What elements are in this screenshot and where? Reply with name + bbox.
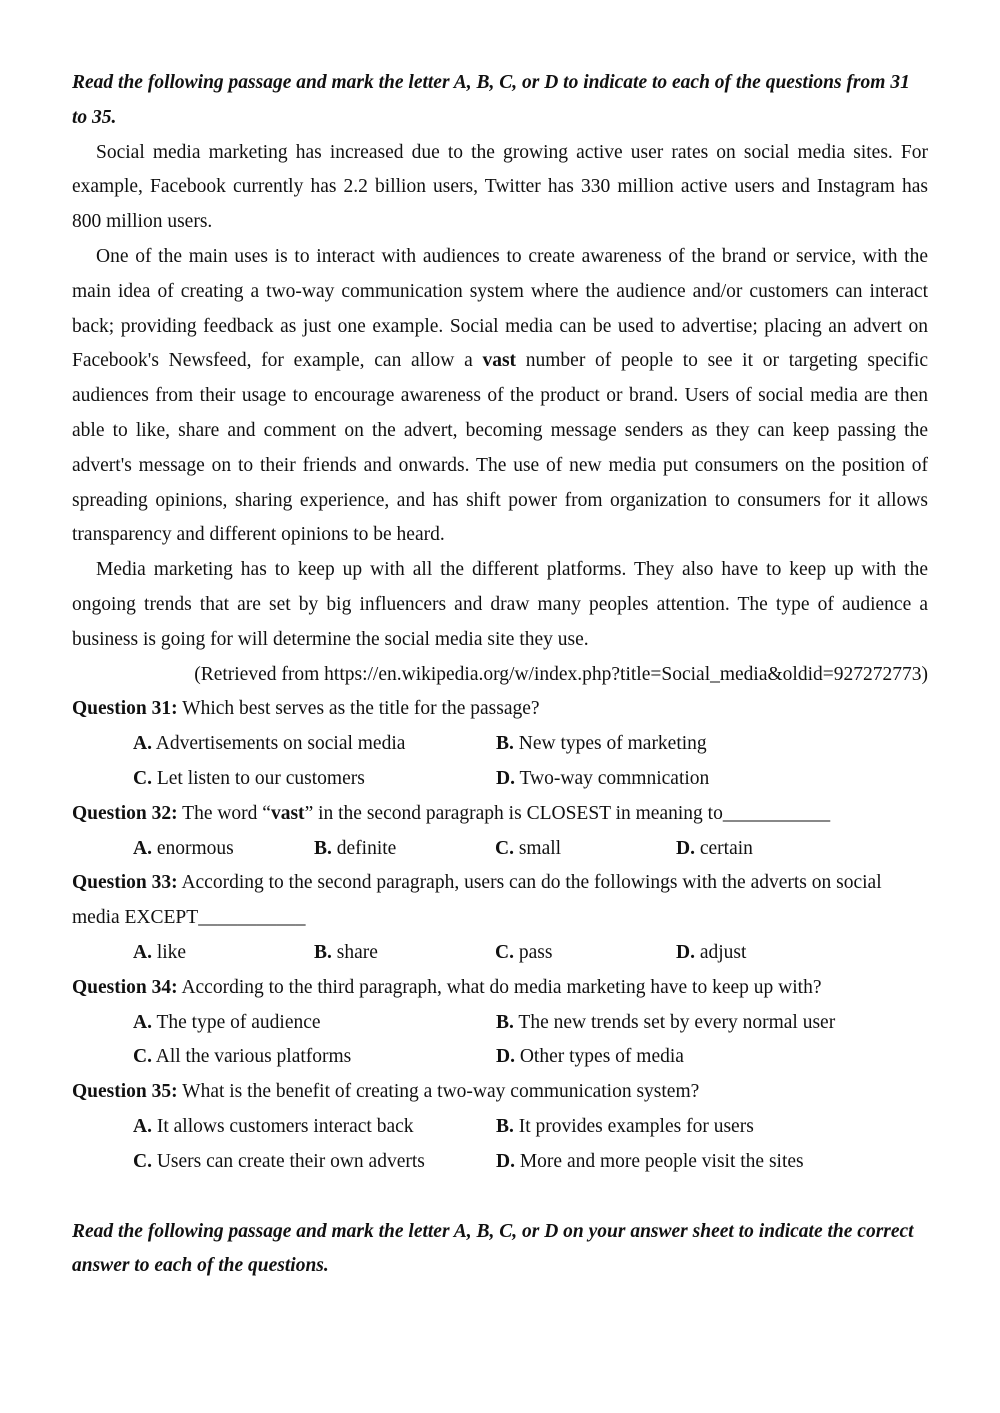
option-d[interactable] bbox=[496, 1145, 859, 1180]
option-text: It allows customers interact back bbox=[151, 1115, 414, 1137]
question-33 bbox=[72, 866, 928, 936]
worksheet-content bbox=[72, 66, 928, 1284]
question-text: What is the benefit of creating a two-way communication system? bbox=[177, 1081, 700, 1103]
option-text: Advertisements on social media bbox=[151, 733, 406, 755]
option-text: Two-way commnication bbox=[514, 767, 710, 789]
option-c[interactable] bbox=[495, 832, 676, 867]
option-letter: A. bbox=[133, 837, 152, 859]
option-letter: D. bbox=[496, 1046, 515, 1068]
option-d[interactable] bbox=[496, 762, 859, 797]
passage-source: (Retrieved from https://en.wikipedia.org/w/index.php?title=Social_media&oldid=927272773) bbox=[194, 663, 928, 685]
option-b[interactable] bbox=[496, 1110, 859, 1145]
option-b[interactable] bbox=[496, 727, 859, 762]
passage-paragraph-3: Media marketing has to keep up with all the different platforms. They also have to keep up with the ongoing trends that are set by big influencers and draw many peoples attention. The type of audience a business is going for will determine the social media site they use. bbox=[72, 559, 928, 650]
option-text: enormous bbox=[151, 837, 234, 859]
option-text: certain bbox=[694, 837, 753, 859]
option-letter: C. bbox=[495, 941, 514, 963]
option-letter: A. bbox=[133, 733, 152, 755]
option-letter: B. bbox=[496, 733, 514, 755]
next-section-instruction: Read the following passage and mark the letter A, B, C, or D on your answer sheet to indicate the correct answer to each of the questions. bbox=[72, 1220, 914, 1277]
option-a[interactable] bbox=[133, 1110, 496, 1145]
option-letter: B. bbox=[496, 1011, 514, 1033]
option-letter: D. bbox=[676, 941, 695, 963]
option-b[interactable] bbox=[496, 1006, 859, 1041]
option-letter: C. bbox=[133, 1150, 152, 1172]
options-row bbox=[72, 727, 928, 762]
option-c[interactable] bbox=[133, 1040, 496, 1075]
option-text: It provides examples for users bbox=[513, 1115, 754, 1137]
options-row bbox=[72, 762, 928, 797]
question-35 bbox=[72, 1075, 928, 1110]
question-text: According to the second paragraph, users can do the followings with the adverts on social media EXCEPT___________ bbox=[72, 872, 882, 929]
option-text: small bbox=[513, 837, 562, 859]
option-text: All the various platforms bbox=[151, 1046, 352, 1068]
options-row bbox=[72, 1145, 928, 1180]
question-text: The word “ bbox=[177, 802, 271, 824]
option-letter: A. bbox=[133, 941, 152, 963]
options-row bbox=[72, 832, 928, 867]
option-text: More and more people visit the sites bbox=[514, 1150, 804, 1172]
option-letter: D. bbox=[496, 767, 515, 789]
question-label: Question 33: bbox=[72, 872, 178, 894]
options-row bbox=[72, 936, 928, 971]
paragraph-text: One of the main uses is to interact with audiences to create awareness of the brand or service, with the main idea of creating a two-way communication system where the audience and/or customers can interact back; providing feedback as just one example. Social media can be used to advertise; placing an advert on Facebook's Newsfeed, for example, can allow a bbox=[72, 245, 928, 372]
option-letter: A. bbox=[133, 1011, 152, 1033]
options-row bbox=[72, 1040, 928, 1075]
option-letter: C. bbox=[133, 767, 152, 789]
option-letter: D. bbox=[676, 837, 695, 859]
option-letter: B. bbox=[496, 1115, 514, 1137]
option-d[interactable] bbox=[496, 1040, 859, 1075]
option-b[interactable] bbox=[314, 936, 495, 971]
option-b[interactable] bbox=[314, 832, 495, 867]
passage-paragraph-2 bbox=[72, 240, 928, 553]
question-text: According to the third paragraph, what do media marketing have to keep up with? bbox=[177, 976, 822, 998]
option-c[interactable] bbox=[133, 1145, 496, 1180]
spacer bbox=[72, 1180, 928, 1215]
option-text: The type of audience bbox=[151, 1011, 321, 1033]
question-34 bbox=[72, 971, 928, 1006]
highlighted-word: vast bbox=[482, 350, 517, 372]
option-text: share bbox=[331, 941, 378, 963]
option-text: Other types of media bbox=[514, 1046, 684, 1068]
question-keyword: vast bbox=[270, 802, 305, 824]
question-label: Question 35: bbox=[72, 1081, 178, 1103]
option-letter: B. bbox=[314, 941, 332, 963]
option-a[interactable] bbox=[133, 1006, 496, 1041]
option-d[interactable] bbox=[676, 832, 857, 867]
option-a[interactable] bbox=[133, 832, 314, 867]
question-label: Question 34: bbox=[72, 976, 178, 998]
question-31 bbox=[72, 692, 928, 727]
option-text: Users can create their own adverts bbox=[151, 1150, 425, 1172]
option-letter: A. bbox=[133, 1115, 152, 1137]
passage-paragraph-1: Social media marketing has increased due to the growing active user rates on social media sites. For example, Facebook currently has 2.2 billion users, Twitter has 330 million active users and Instagram has 800 million users. bbox=[72, 141, 928, 233]
options-row bbox=[72, 1006, 928, 1041]
option-letter: C. bbox=[133, 1046, 152, 1068]
question-label: Question 31: bbox=[72, 698, 178, 720]
options-row bbox=[72, 1110, 928, 1145]
option-letter: B. bbox=[314, 837, 332, 859]
question-text: ” in the second paragraph is CLOSEST in meaning to___________ bbox=[304, 802, 831, 824]
option-text: pass bbox=[513, 941, 553, 963]
option-text: like bbox=[151, 941, 187, 963]
option-c[interactable] bbox=[133, 762, 496, 797]
option-text: Let listen to our customers bbox=[151, 767, 365, 789]
option-a[interactable] bbox=[133, 727, 496, 762]
option-letter: C. bbox=[495, 837, 514, 859]
question-text: Which best serves as the title for the passage? bbox=[177, 698, 540, 720]
option-text: definite bbox=[331, 837, 397, 859]
option-text: adjust bbox=[694, 941, 747, 963]
option-text: The new trends set by every normal user bbox=[513, 1011, 836, 1033]
option-d[interactable] bbox=[676, 936, 857, 971]
question-label: Question 32: bbox=[72, 802, 178, 824]
option-a[interactable] bbox=[133, 936, 314, 971]
section-instruction: Read the following passage and mark the letter A, B, C, or D to indicate to each of the questions from 31 to 35. bbox=[72, 72, 910, 128]
option-c[interactable] bbox=[495, 936, 676, 971]
option-text: New types of marketing bbox=[513, 733, 707, 755]
question-32 bbox=[72, 797, 928, 832]
paragraph-text: number of people to see it or targeting specific audiences from their usage to encourage awareness of the product or brand. Users of social media are then able to like, share and comment on the advert, becoming message senders as they can keep passing the advert's message on to their friends and onwards. The use of new media put consumers on the position of spreading opinions, sharing experience, and has shift power from organization to consumers for it allows transparency and different opinions to be heard. bbox=[72, 350, 928, 546]
option-letter: D. bbox=[496, 1150, 515, 1172]
